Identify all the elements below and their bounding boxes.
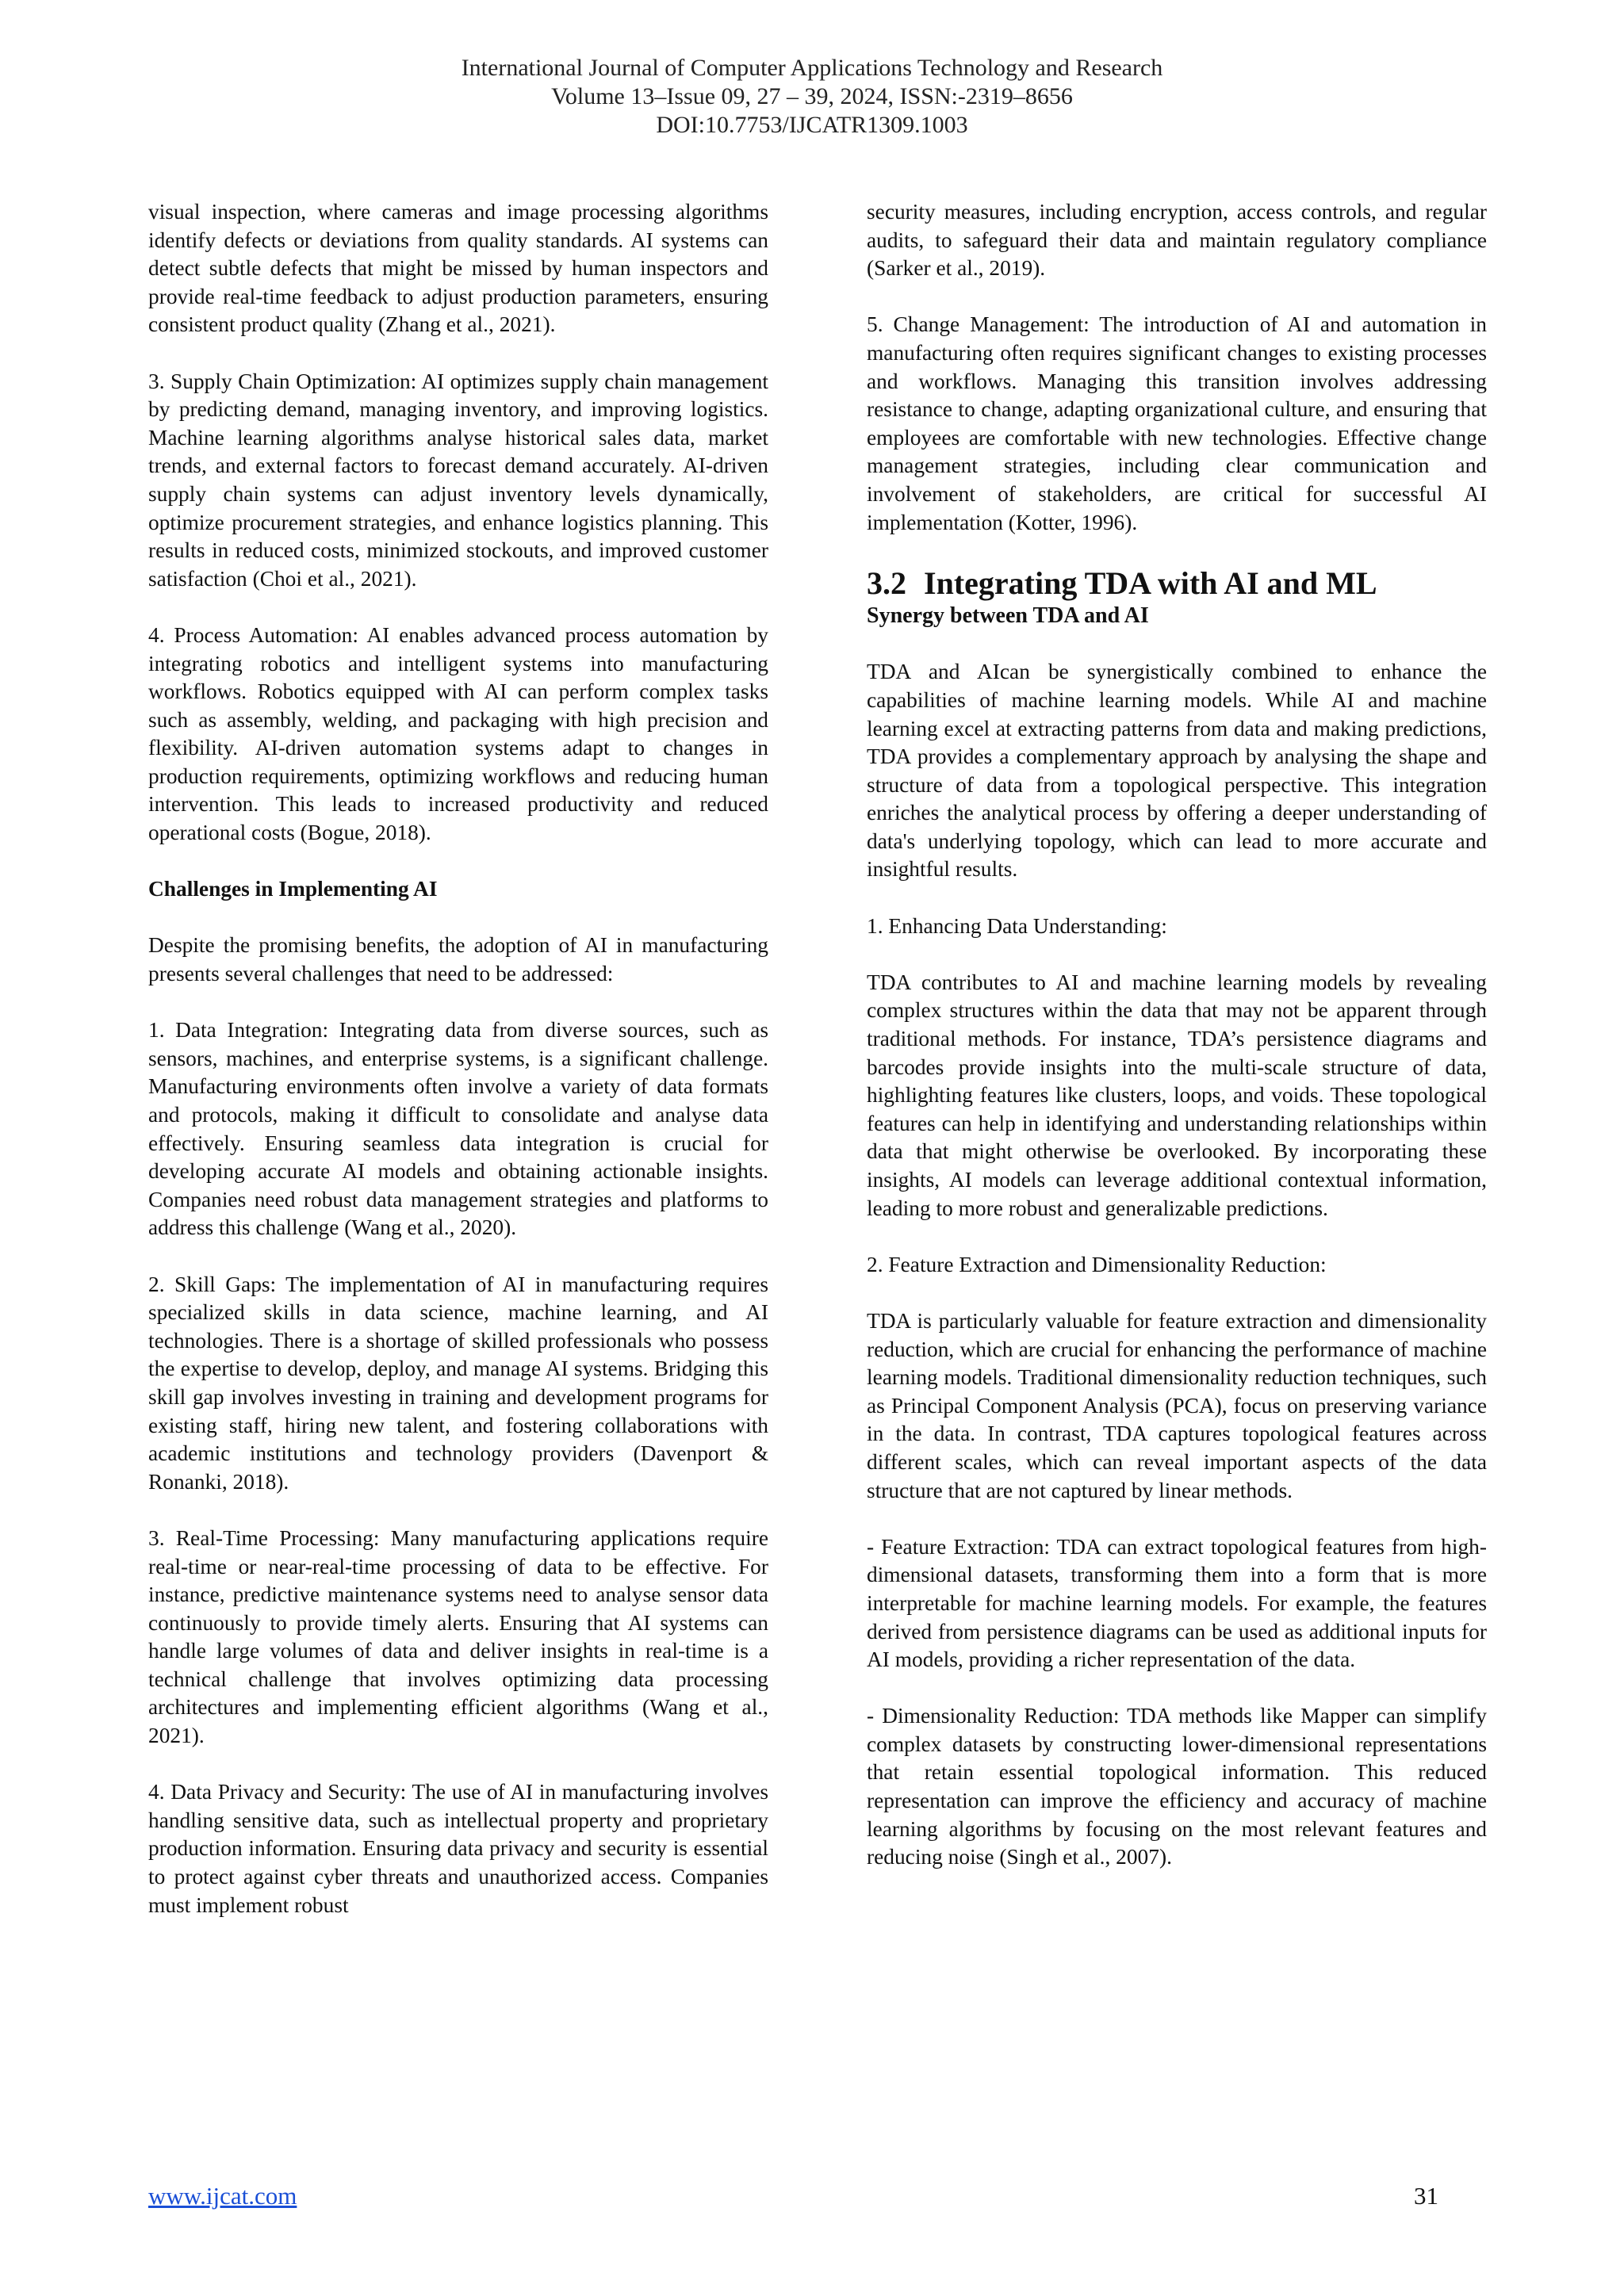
journal-volume: Volume 13–Issue 09, 27 – 39, 2024, ISSN:-2319–8656 (551, 83, 1073, 109)
journal-doi: DOI:10.7753/IJCATR1309.1003 (656, 112, 968, 138)
paragraph: 1. Data Integration: Integrating data from diverse sources, such as sensors, machines, and enterprise systems, is a significant challenge. Manufacturing environments often involve a variety of data formats and protocols, making it difficult to consolidate and analyse data effectively. Ensuring seamless data integration is crucial for developing accurate AI models and obtaining actionable insights. Companies need robust data management strategies and platforms to address this challenge (Wang et al., 2020). (148, 1018, 768, 1240)
paragraph: TDA is particularly valuable for feature extraction and dimensionality reduction, which are crucial for enhancing the performance of machine learning models. Traditional dimensionality reduction techniques, such as Principal Component Analysis (PCA), focus on preserving variance in the data. In contrast, TDA captures topological features across different scales, which can reveal important aspects of the data structure that are not captured by linear methods. (867, 1308, 1487, 1502)
paragraph: - Dimensionality Reduction: TDA methods like Mapper can simplify complex datasets by constructing lower-dimensional representations that retain essential topological information. This reduced representation can improve the efficiency and accuracy of machine learning algorithms by focusing on the most relevant features and reducing noise (Singh et al., 2007). (867, 1704, 1487, 1869)
paragraph: TDA contributes to AI and machine learning models by revealing complex structures within the data that may not be apparent through traditional methods. For instance, TDA’s persistence diagrams and barcodes provide insights into the multi-scale structure of data, highlighting features like clusters, loops, and voids. These topological features can help in identifying and understanding relationships within data that might otherwise be overlooked. By incorporating these insights, AI models can leverage additional contextual information, leading to more robust and generalizable predictions. (867, 970, 1487, 1220)
paragraph: security measures, including encryption, access controls, and regular audits, to safeguard their data and maintain regulatory compliance (Sarker et al., 2019). (867, 200, 1487, 281)
journal-website-link[interactable]: www.ijcat.com (148, 2182, 297, 2210)
paragraph: - Feature Extraction: TDA can extract topological features from high-dimensional datasets, transforming them into a form that is more interpretable for machine learning models. For example, the features derived from persistence diagrams can be used as additional inputs for AI models, providing a richer representation of the data. (867, 1534, 1487, 1672)
right-column (867, 198, 1487, 1872)
section-number: 3.2 (867, 564, 906, 601)
challenges-heading: Challenges in Implementing AI (148, 877, 438, 901)
paragraph: TDA and AIcan be synergistically combined to enhance the capabilities of machine learning models. While AI and machine learning excel at extracting patterns from data and making predictions, TDA provides a complementary approach by analysing the shape and structure of data from a topological perspective. This integration enriches the analytical process by offering a deeper understanding of data's underlying topology, which can lead to more accurate and insightful results. (867, 660, 1487, 882)
paragraph: 3. Real-Time Processing: Many manufacturing applications require real-time or near-real-time processing of data to be effective. For instance, predictive maintenance systems need to analyse sensor data continuously to provide timely alerts. Ensuring that AI systems can handle large volumes of data and deliver insights in real-time is a technical challenge that involves optimizing data processing architectures and implementing efficient algorithms (Wang et al., 2021). (148, 1525, 768, 1748)
paragraph: visual inspection, where cameras and image processing algorithms identify defects or deviations from quality standards. AI systems can detect subtle defects that might be missed by human inspectors and provide real-time feedback to adjust production parameters, ensuring consistent product quality (Zhang et al., 2021). (148, 200, 768, 337)
paragraph: Despite the promising benefits, the adoption of AI in manufacturing presents several challenges that need to be addressed: (148, 933, 768, 986)
paragraph: 2. Skill Gaps: The implementation of AI in manufacturing requires specialized skills in data science, machine learning, and AI technologies. There is a shortage of skilled professionals who possess the expertise to develop, deploy, and manage AI systems. Bridging this skill gap involves investing in training and development programs for existing staff, hiring new talent, and fostering collaborations with academic institutions and technology providers (Davenport & Ronanki, 2018). (148, 1272, 768, 1494)
paragraph: 4. Process Automation: AI enables advanced process automation by integrating robotics and intelligent systems into manufacturing workflows. Robotics equipped with AI can perform complex tasks such as assembly, welding, and packaging with high precision and flexibility. AI-driven automation systems adapt to changes in production requirements, optimizing workflows and reducing human intervention. This leads to increased productivity and reduced operational costs (Bogue, 2018). (148, 622, 768, 845)
journal-title: International Journal of Computer Applications Technology and Research (461, 55, 1163, 81)
section-title: Integrating TDA with AI and ML (924, 564, 1377, 601)
paragraph: 4. Data Privacy and Security: The use of AI in manufacturing involves handling sensitive data, such as intellectual property and proprietary production information. Ensuring data privacy and security is essential to protect against cyber threats and unauthorized access. Companies must implement robust (148, 1780, 768, 1917)
section-heading (867, 565, 1487, 602)
subsection-heading: Synergy between TDA and AI (867, 603, 1149, 628)
page-number: 31 (1414, 2182, 1438, 2210)
paragraph: 5. Change Management: The introduction of AI and automation in manufacturing often requires significant changes to existing processes and workflows. Managing this transition involves addressing resistance to change, adapting organizational culture, and ensuring that employees are comfortable with new technologies. Effective change management strategies, including clear communication and involvement of stakeholders, are critical for successful AI implementation (Kotter, 1996). (867, 312, 1487, 534)
paragraph: 3. Supply Chain Optimization: AI optimizes supply chain management by predicting demand, managing inventory, and improving logistics. Machine learning algorithms analyse historical sales data, market trends, and external factors to forecast demand accurately. AI-driven supply chain systems can adjust inventory levels dynamically, optimize procurement strategies, and enhance logistics planning. This results in reduced costs, minimized stockouts, and improved customer satisfaction (Choi et al., 2021). (148, 369, 768, 591)
left-column (148, 198, 768, 1919)
paragraph: 2. Feature Extraction and Dimensionality Reduction: (867, 1252, 1327, 1276)
journal-header (0, 54, 1624, 140)
paragraph: 1. Enhancing Data Understanding: (867, 913, 1167, 938)
